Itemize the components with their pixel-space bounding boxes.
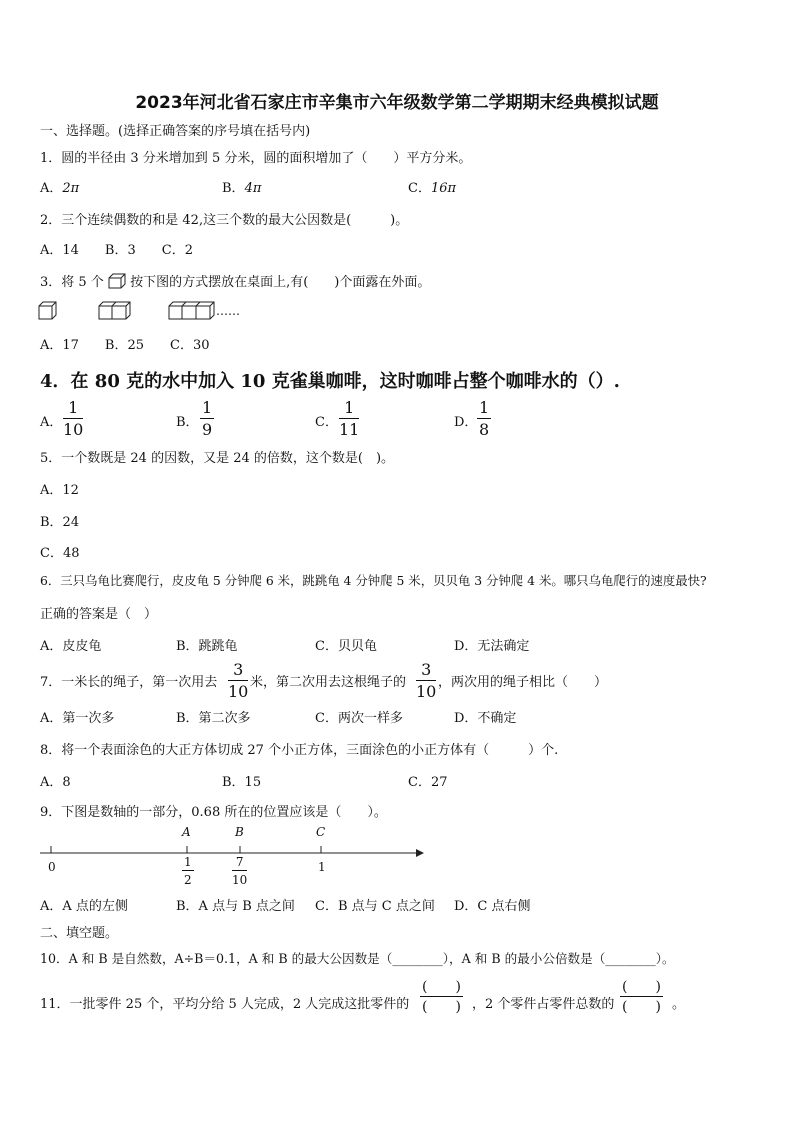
q7-option-a: A．第一次多 [40,711,115,726]
q8-option-c: C．27 [408,775,448,790]
q7-fraction-2: $\frac{3}{10}$ [416,660,437,701]
q4-option-c-label: C． [315,415,338,430]
question-6-prompt: 正确的答案是（ ） [40,607,158,622]
arrow-icon [416,849,424,857]
tick-label-0: 0 [48,860,56,874]
question-7-part-c: ，两次用的绳子相比（ ） [438,675,608,690]
q5-option-c: C．48 [40,546,80,561]
q9-option-d: D．C 点右侧 [454,899,531,914]
q4-option-c-fraction: $\frac{1}{11}$ [339,398,360,439]
q4-option-b-label: B． [176,415,199,430]
number-line [36,824,436,888]
question-10: 10．A 和 B 是自然数，A÷B＝0.1，A 和 B 的最大公因数是（________），A 和 B 的最小公倍数是（________）。 [40,951,675,966]
q7-option-d: D．不确定 [454,711,517,726]
q6-option-d: D．无法确定 [454,639,530,654]
question-3: 3．将 5 个 按下图的方式摆放在桌面上,有( )个面露在外面。 [40,275,431,290]
double-cube-icon [99,302,130,319]
point-c-label: C [316,825,326,839]
q6-option-b: B．跳跳龟 [176,639,238,654]
question-1: 1．圆的半径由 3 分米增加到 5 分米，圆的面积增加了（ ）平方分米。 [40,151,472,166]
question-7-part-b: 米，第二次用去这根绳子的 [250,675,407,690]
point-a-label: A [182,825,191,839]
triple-cube-icon [169,302,214,319]
point-b-label: B [235,825,244,839]
q4-option-b-fraction: $\frac{1}{9}$ [202,398,213,439]
q5-option-a: A．12 [40,483,79,498]
question-4: 4．在 80 克的水中加入 10 克雀巢咖啡，这时咖啡占整个咖啡水的（）. [40,371,620,392]
q7-option-c: C．两次一样多 [315,711,403,726]
q1-option-b: B．4π [222,181,262,196]
section-fill-heading: 二、填空题。 [40,926,119,941]
q7-option-b: B．第二次多 [176,711,251,726]
q3-options: A．17 B．25 C．30 [40,338,210,353]
q9-option-b: B．A 点与 B 点之间 [176,899,295,914]
q4-option-d-fraction: $\frac{1}{8}$ [479,398,490,439]
question-11-part-c: 。 [672,997,686,1012]
q6-option-a: A．皮皮龟 [40,639,102,654]
cube-ellipsis: …… [216,304,240,318]
question-11-part-a: 11．一批零件 25 个，平均分给 5 人完成，2 人完成这批零件的 [40,997,410,1012]
question-6: 6．三只乌龟比赛爬行，皮皮龟 5 分钟爬 6 米，跳跳龟 4 分钟爬 5 米，贝贝龟 3 分钟爬 4 米。哪只乌龟爬行的速度最快? [40,573,707,588]
question-9: 9．下图是数轴的一部分，0.68 所在的位置应该是（ ）。 [40,805,387,820]
q6-option-c: C．贝贝龟 [315,639,377,654]
q4-option-d-label: D． [454,415,478,430]
single-cube-icon [39,302,56,319]
question-5: 5．一个数既是 24 的因数，又是 24 的倍数，这个数是( )。 [40,451,395,466]
tick-label-1: 1 [318,860,326,874]
q4-option-a-fraction: $\frac{1}{10}$ [63,398,84,439]
q9-option-a: A．A 点的左侧 [40,899,128,914]
question-7-part-a: 7．一米长的绳子，第一次用去 [40,675,218,690]
tick-label-half: $\frac{1}{2}$ [184,855,192,887]
q11-answer-fraction-1[interactable]: ( ) ( ) [422,979,461,1015]
q1-option-c: C．16π [408,181,457,196]
q1-option-a: A．2π [40,181,80,196]
q8-option-b: B．15 [222,775,262,790]
q5-option-b: B．24 [40,515,80,530]
q8-option-a: A．8 [40,775,71,790]
q11-answer-fraction-2[interactable]: ( ) ( ) [622,979,661,1015]
q2-options: A．14 B．3 C．2 [40,243,193,258]
question-11-part-b: ，2 个零件占零件总数的 [472,997,615,1012]
q7-fraction-1: $\frac{3}{10}$ [228,660,249,701]
question-8: 8．将一个表面涂色的大正方体切成 27 个小正方体，三面涂色的小正方体有（ ）个. [40,743,559,758]
section-choice-heading: 一、选择题。(选择正确答案的序号填在括号内) [40,124,311,139]
q4-option-a-label: A． [40,415,63,430]
q9-option-c: C．B 点与 C 点之间 [315,899,435,914]
tick-label-seven-tenths: $\frac{7}{10}$ [232,855,248,887]
page-title: 2023年河北省石家庄市辛集市六年级数学第二学期期末经典模拟试题 [135,93,659,113]
question-2: 2．三个连续偶数的和是 42,这三个数的最大公因数是( )。 [40,213,409,228]
cube-icon [108,273,126,289]
